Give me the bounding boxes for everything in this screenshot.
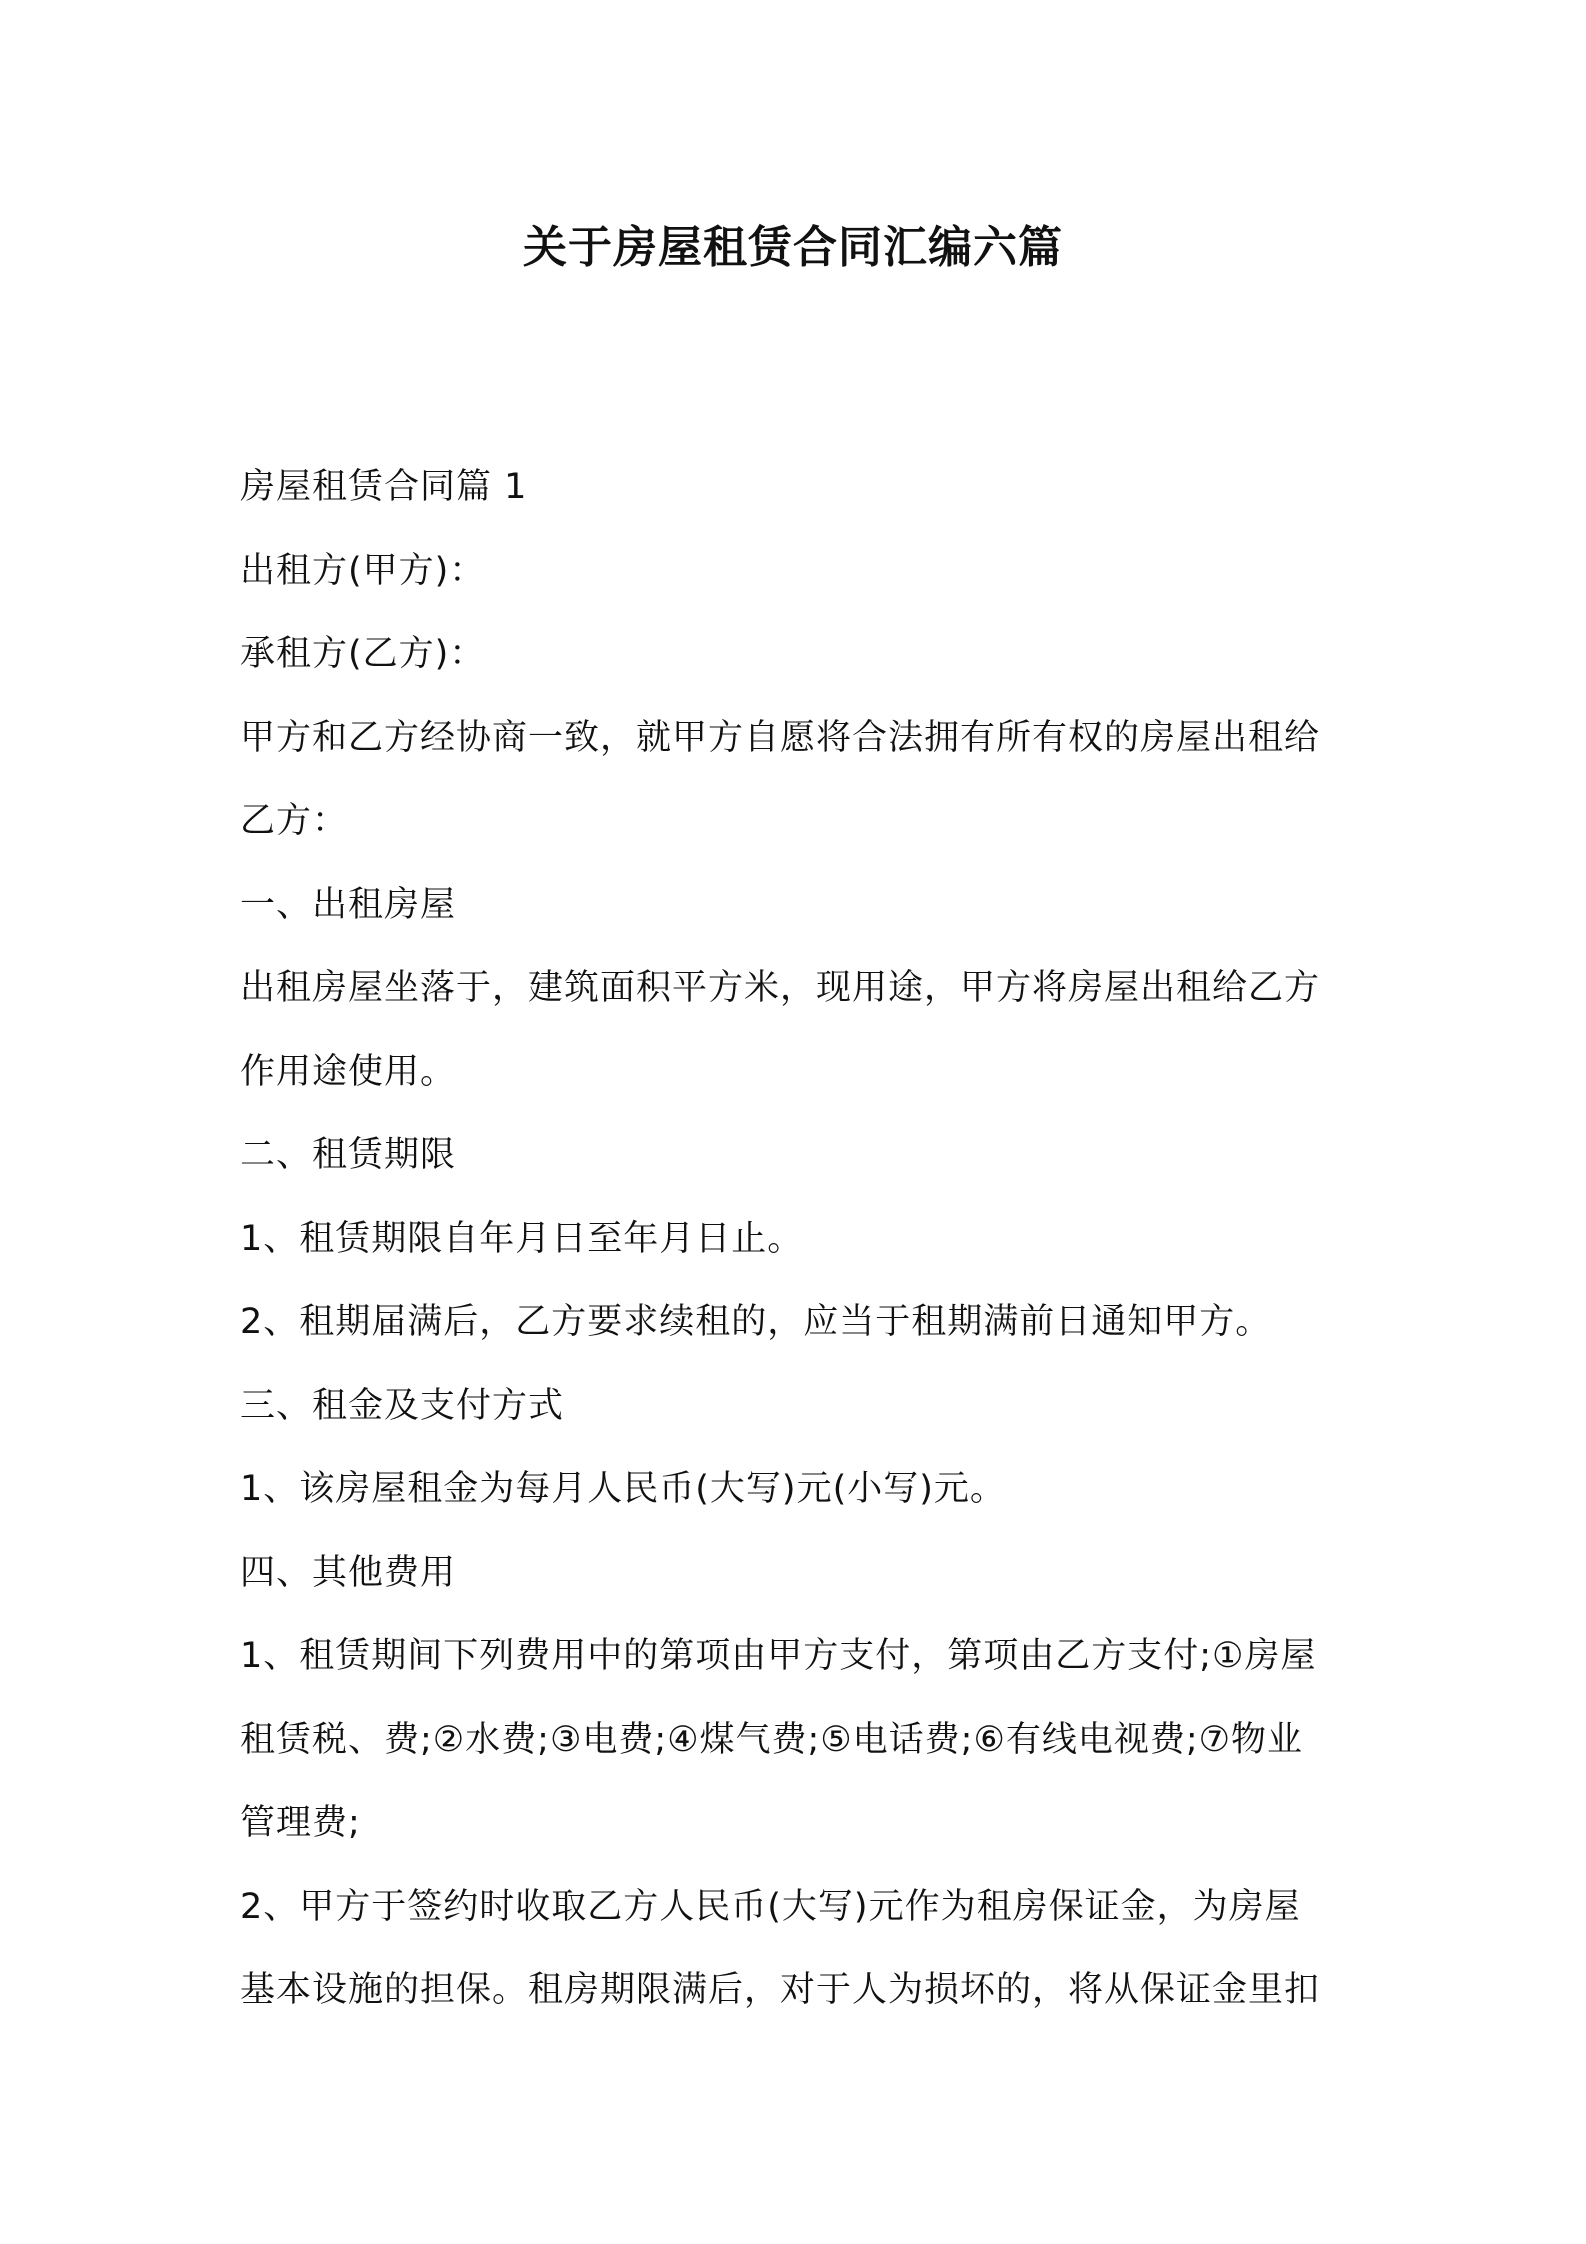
party-b-line: 承租方(乙方)： — [240, 634, 486, 674]
paragraph-line: 作用途使用。 — [240, 1051, 457, 1092]
clause-item: 2、租期届满后，乙方要求续租的，应当于租期满前日通知甲方。 — [240, 1302, 1272, 1342]
paragraph-line: 基本设施的担保。租房期限满后，对于人为损坏的，将从保证金里扣 — [240, 1970, 1321, 2010]
party-a-line: 出租方(甲方)： — [240, 550, 486, 591]
paragraph-line: 管理费; — [240, 1803, 361, 1843]
clause-item: 1、租赁期限自年月日至年月日止。 — [240, 1218, 804, 1259]
paragraph-line: 乙方： — [240, 801, 349, 841]
clause-item: 1、该房屋租金为每月人民币(大写)元(小写)元。 — [240, 1469, 1006, 1509]
clause-heading: 二、租赁期限 — [240, 1135, 457, 1175]
clause-heading: 四、其他费用 — [240, 1552, 457, 1593]
document-body — [240, 446, 1360, 2033]
paragraph-line: 甲方和乙方经协商一致，就甲方自愿将合法拥有所有权的房屋出租给 — [240, 717, 1321, 758]
section-heading: 房屋租赁合同篇 1 — [240, 467, 528, 507]
paragraph-line: 租赁税、费;②水费;③电费;④煤气费;⑤电话费;⑥有线电视费;⑦物业 — [240, 1719, 1304, 1760]
clause-item: 1、租赁期间下列费用中的第项由甲方支付，第项由乙方支付;①房屋 — [240, 1636, 1317, 1676]
document-title: 关于房屋租赁合同汇编六篇 — [523, 222, 1063, 273]
clause-heading: 三、租金及支付方式 — [240, 1385, 565, 1426]
paragraph-line: 出租房屋坐落于，建筑面积平方米，现用途，甲方将房屋出租给乙方 — [240, 968, 1321, 1008]
clause-item: 2、甲方于签约时收取乙方人民币(大写)元作为租房保证金，为房屋 — [240, 1886, 1301, 1927]
clause-heading: 一、出租房屋 — [240, 884, 457, 925]
